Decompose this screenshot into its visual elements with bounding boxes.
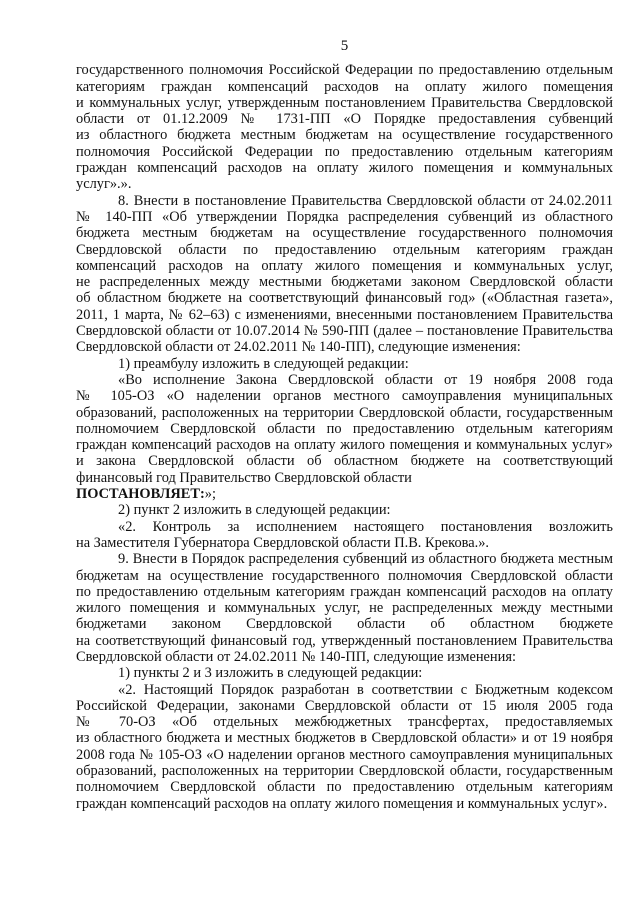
text-line: Свердловской области от 10.07.2014 № 590-ПП (далее – постановление Правительства [76,323,613,340]
text-line: компенсаций расходов на оплату жилого помещения и коммунальных услуг, [76,257,613,274]
text-line: граждан компенсаций расходов на оплату жилого помещения и коммунальных [76,160,613,177]
page-number: 5 [340,38,349,54]
text-line: полномочием Свердловской области по предоставлению отдельным категориям [76,779,613,796]
text-line: полномочия Российской Федерации по предоставлению отдельным категориям [76,143,613,160]
text-block-1 [76,62,613,486]
text-line: услуг».». [76,176,132,193]
text-line: граждан компенсаций расходов на оплату жилого помещения и коммунальных услуг» [76,437,613,454]
text-line: полномочием Свердловской области по предоставлению отдельным категориям [76,420,613,437]
text-line: граждан компенсаций расходов на оплату жилого помещения и коммунальных услуг». [76,795,608,812]
text-line: области от 01.12.2009 № 1731-ПП «О Порядке предоставления субвенций [76,111,613,128]
resolution-suffix: »; [204,486,216,503]
text-line: № 105-ОЗ «О наделении органов местного самоуправления муниципальных [76,388,613,405]
text-line: № 70-ОЗ «Об отдельных межбюджетных трансфертах, предоставляемых [76,714,613,731]
text-line: 1) пункты 2 и 3 изложить в следующей редакции: [118,665,423,682]
resolution-keyword: ПОСТАНОВЛЯЕТ: [76,486,205,503]
text-line: Свердловской области по предоставлению отдельным категориям граждан [76,241,613,258]
resolution-line [76,486,613,502]
text-line: 1) преамбулу изложить в следующей редакции: [118,355,409,372]
text-line: «2. Контроль за исполнением настоящего постановления возложить [118,518,613,535]
text-line: бюджета местным бюджетам на осуществление государственного полномочия [76,225,613,242]
text-line: категориям граждан компенсаций расходов на оплату жилого помещения [76,78,613,95]
text-line: «Во исполнение Закона Свердловской области от 19 ноября 2008 года [118,371,613,388]
text-line: не распределенных между местными бюджетами законом Свердловской области [76,274,613,291]
text-line: № 140-ПП «Об утверждении Порядка распределения субвенций из областного [76,208,613,225]
text-line: 9. Внести в Порядок распределения субвенций из областного бюджета местным [118,551,613,568]
document-page [76,38,613,812]
text-line: бюджетами законом Свердловской области об областном бюджете [76,616,613,633]
text-line: 2011, 1 марта, № 62–63) с изменениями, внесенными постановлением Правительства [76,306,613,323]
text-line: из областного бюджета местным бюджетам на осуществление государственного [76,127,613,144]
text-line: Свердловской области от 24.02.2011 № 140-ПП, следующие изменения: [76,648,516,665]
text-line: 2008 года № 105-ОЗ «О наделении органов местного самоуправления муниципальных [76,746,613,763]
text-line: бюджетам на осуществление государственного полномочия Свердловской области [76,567,613,584]
text-line: образований, расположенных на территории Свердловской области, государственным [76,404,613,421]
text-line: 8. Внести в постановление Правительства Свердловской области от 24.02.2011 [118,192,613,209]
text-line: образований, расположенных на территории Свердловской области, государственным [76,763,613,780]
text-line: и закона Свердловской области об областном бюджете на соответствующий [76,453,613,470]
text-line: об областном бюджете на соответствующий финансовый год» («Областная газета», [76,290,613,307]
text-line: «2. Настоящий Порядок разработан в соответствии с Бюджетным кодексом [118,681,613,698]
text-line: и коммунальных услуг, утвержденным постановлением Правительства Свердловской [76,94,613,111]
text-line: 2) пункт 2 изложить в следующей редакции: [118,502,391,519]
text-line: Свердловской области от 24.02.2011 № 140-ПП), следующие изменения: [76,339,521,356]
text-line: из областного бюджета и местных бюджетов в Свердловской области» и от 19 ноября [76,730,613,747]
text-line: на Заместителя Губернатора Свердловской области П.В. Крекова.». [76,534,490,551]
text-line: на соответствующий финансовый год, утвержденный постановлением Правительства [76,632,613,649]
text-line: государственного полномочия Российской Федерации по предоставлению отдельным [76,62,613,79]
text-block-2 [76,502,613,812]
text-line: Российской Федерации, законами Свердловской области от 15 июля 2005 года [76,697,613,714]
text-line: финансовый год Правительство Свердловской области [76,469,412,486]
text-line: жилого помещения и коммунальных услуг, не распределенных между местными [76,600,613,617]
text-line: по предоставлению отдельным категориям граждан компенсаций расходов на оплату [76,583,613,600]
